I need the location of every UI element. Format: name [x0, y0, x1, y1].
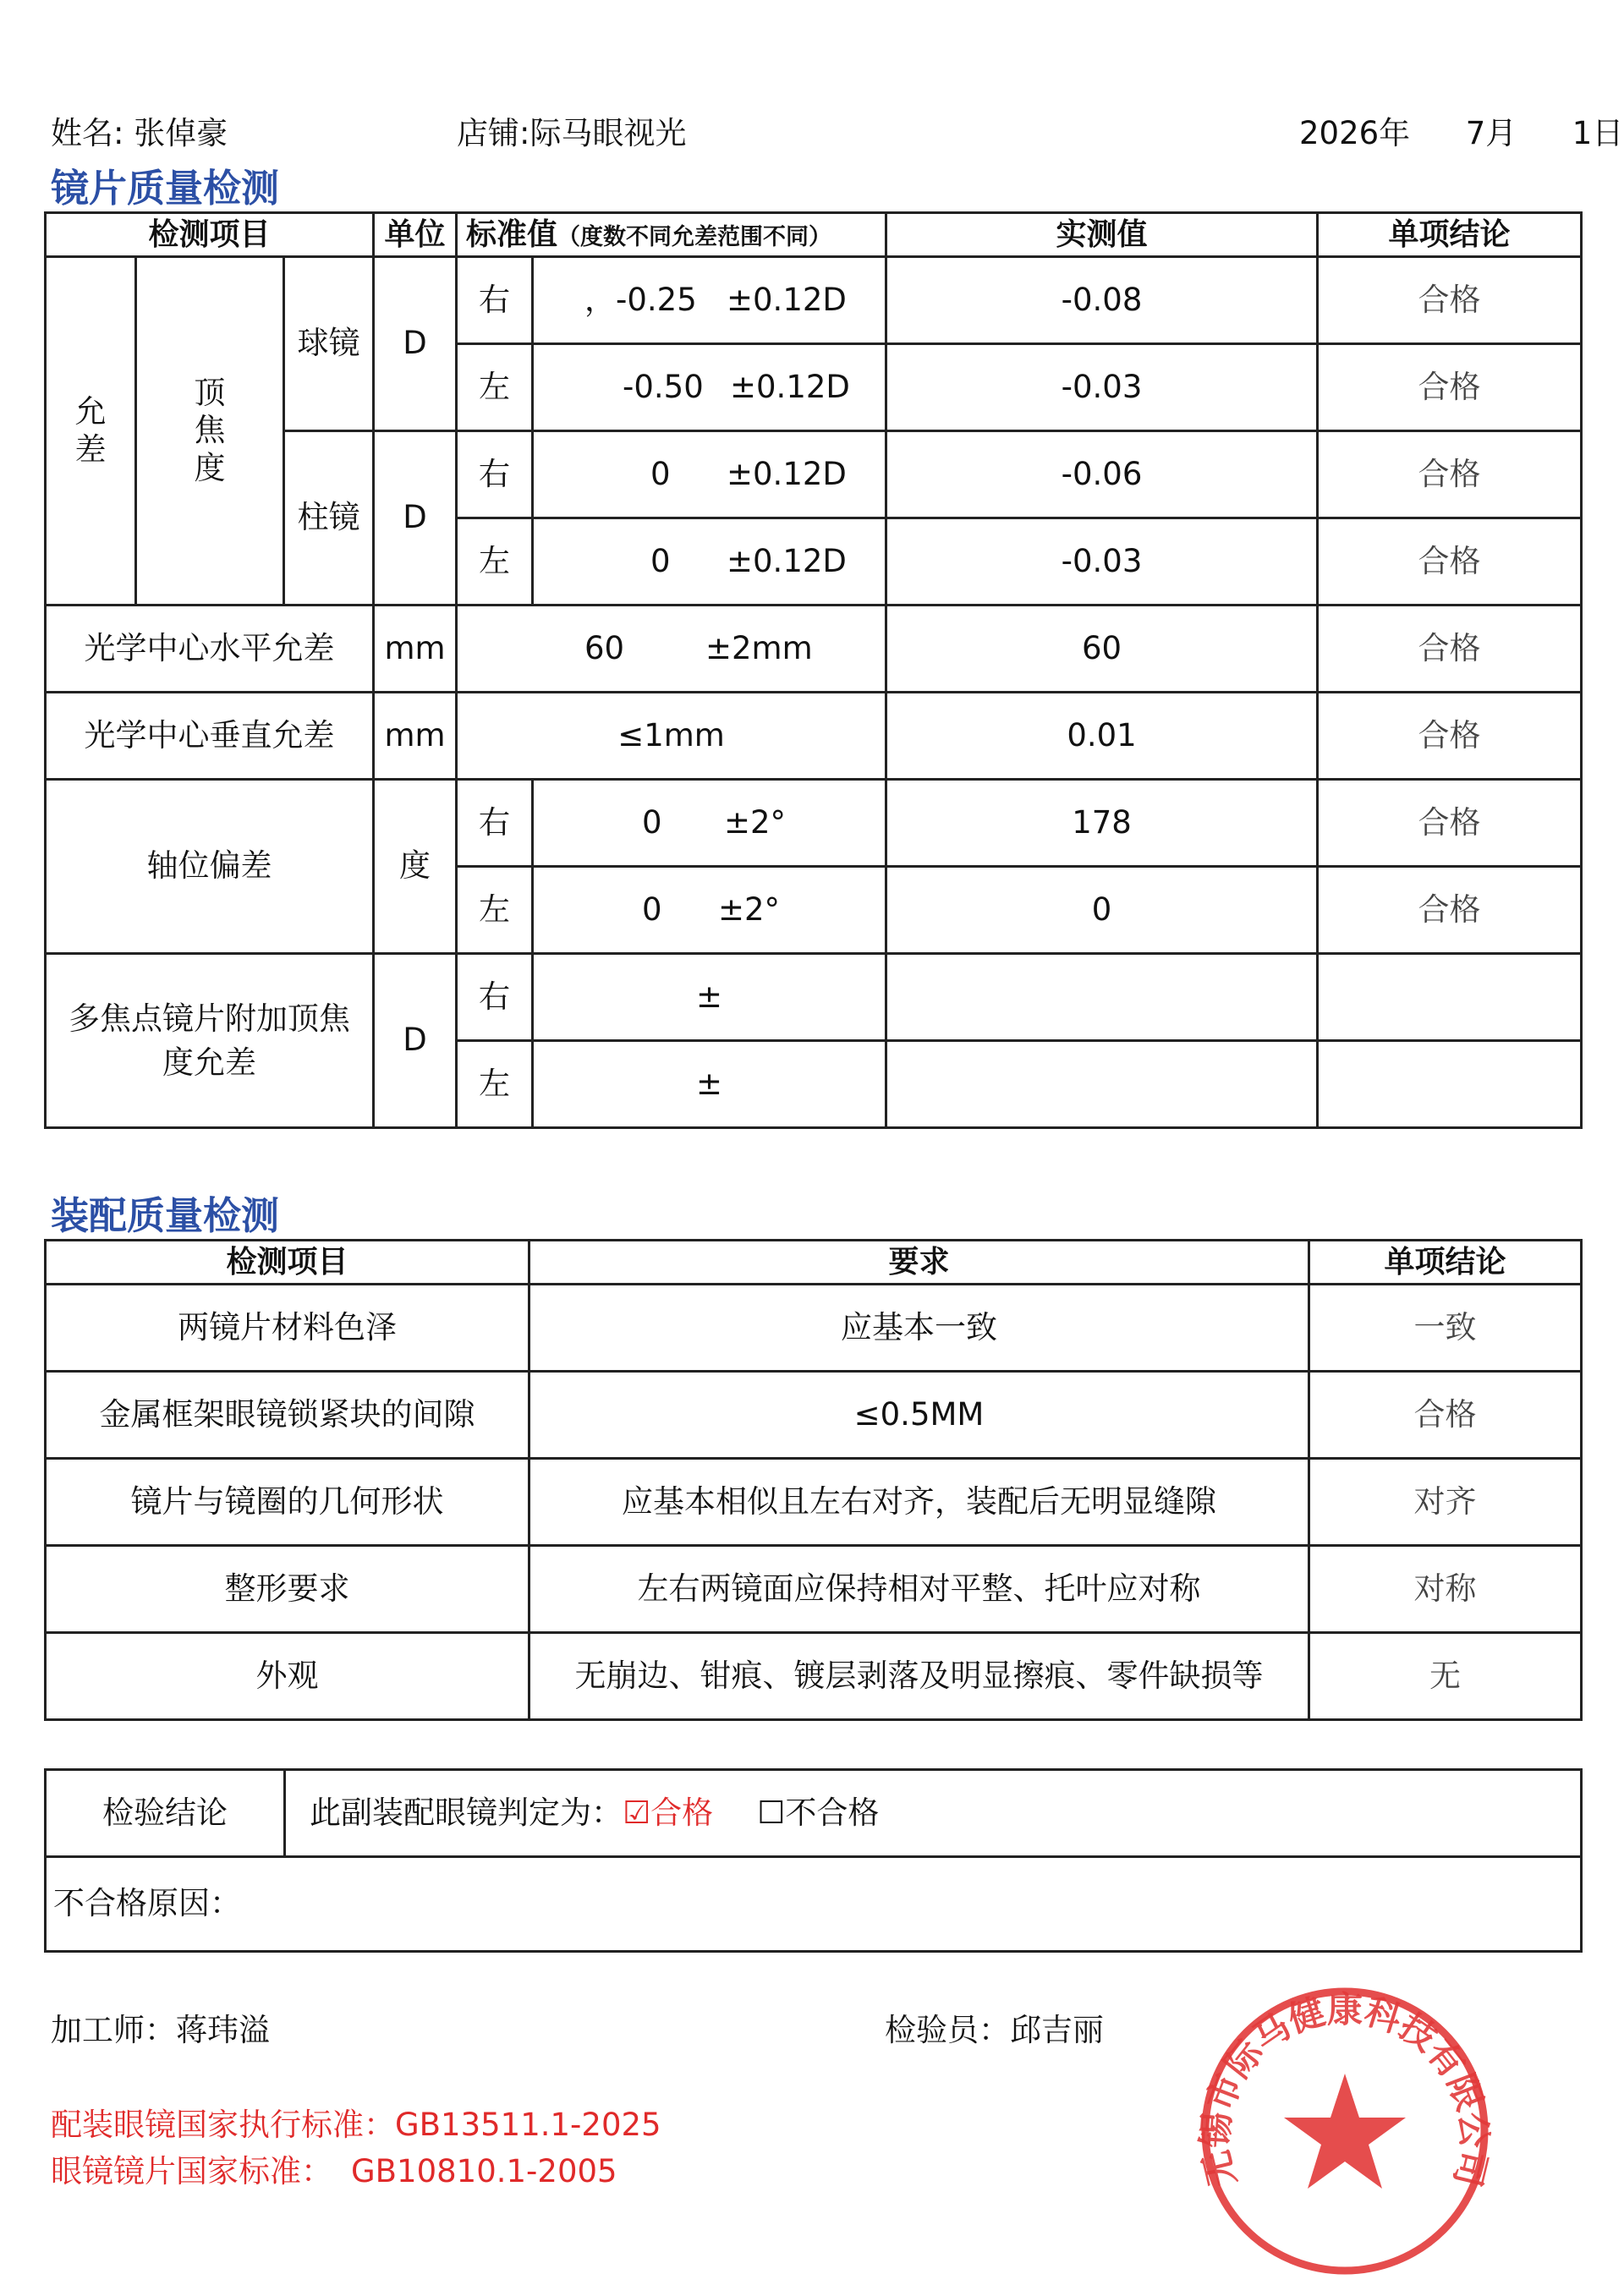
multifocal-right-row	[46, 954, 1582, 1041]
sphere-right-measured: -0.08	[886, 257, 1318, 344]
assembly-result: 对称	[1309, 1546, 1582, 1633]
assembly-item: 镜片与镜圈的几何形状	[46, 1459, 529, 1546]
vertical-row	[46, 693, 1582, 780]
vertical-standard: ≤1mm	[457, 693, 886, 780]
assembly-result: 对齐	[1309, 1459, 1582, 1546]
cylinder-left-side: 左	[457, 518, 533, 606]
assembly-header-conclusion: 单项结论	[1309, 1241, 1582, 1285]
axis-left-measured: 0	[886, 867, 1318, 954]
assembly-requirement: 左右两镜面应保持相对平整、托叶应对称	[529, 1546, 1309, 1633]
standard1-label: 配装眼镜国家执行标准：	[51, 2107, 395, 2143]
multifocal-label: 多焦点镜片附加顶焦度允差	[46, 954, 374, 1128]
svg-text:无锡市际马健康科技有限公司: 无锡市际马健康科技有限公司	[1194, 1988, 1495, 2191]
cylinder-left-measured: -0.03	[886, 518, 1318, 606]
sphere-left-value: -0.50	[623, 368, 704, 405]
tolerance-vertical-text: 允 差	[74, 393, 107, 468]
table-row	[46, 1546, 1582, 1633]
pass-label: 合格	[650, 1794, 714, 1831]
axis-left-value: 0	[642, 890, 662, 928]
fail-label: 不合格	[785, 1794, 880, 1831]
verdict-label: 检验结论	[46, 1770, 285, 1857]
name-label: 姓名:	[51, 115, 124, 151]
reason-row	[46, 1857, 1582, 1952]
processor	[51, 2004, 270, 2050]
multifocal-right-tol: ±	[533, 954, 886, 1041]
cylinder-label: 柱镜	[284, 431, 374, 606]
multifocal-right-result	[1318, 954, 1582, 1041]
sphere-left-side: 左	[457, 344, 533, 431]
multifocal-left-tol: ±	[533, 1041, 886, 1128]
assembly-item: 外观	[46, 1633, 529, 1720]
standard2-label: 眼镜镜片国家标准：	[51, 2153, 332, 2189]
multifocal-left-side: 左	[457, 1041, 533, 1128]
sphere-left-result: 合格	[1318, 344, 1582, 431]
axis-unit: 度	[374, 780, 457, 954]
lens-quality-table	[44, 211, 1583, 1129]
axis-left-side: 左	[457, 867, 533, 954]
assembly-result: 合格	[1309, 1372, 1582, 1459]
cylinder-left-value: 0	[650, 542, 671, 579]
cylinder-right-standard	[533, 431, 886, 518]
axis-right-side: 右	[457, 780, 533, 867]
name-value: 张倬豪	[134, 115, 228, 151]
date-year: 2026年	[1299, 115, 1411, 151]
cylinder-right-side: 右	[457, 431, 533, 518]
cylinder-left-tol: ±0.12D	[727, 542, 847, 579]
seal-star-icon	[1284, 2074, 1406, 2189]
vertex-power-label	[136, 257, 284, 606]
assembly-requirement: 无崩边、钳痕、镀层剥落及明显擦痕、零件缺损等	[529, 1633, 1309, 1720]
axis-left-result: 合格	[1318, 867, 1582, 954]
standard2-code: GB10810.1-2005	[351, 2153, 617, 2189]
fail-checkbox[interactable]: ☐	[757, 1794, 786, 1831]
sphere-right-result: 合格	[1318, 257, 1582, 344]
cylinder-unit: D	[374, 431, 457, 606]
verdict-table	[44, 1768, 1583, 1953]
table-row	[46, 1372, 1582, 1459]
lens-section-title: 镜片质量检测	[51, 166, 280, 211]
assembly-standard	[51, 2099, 661, 2145]
assembly-header-item: 检测项目	[46, 1241, 529, 1285]
horizontal-tol: ±2mm	[705, 629, 813, 666]
date-day: 1日	[1572, 115, 1624, 151]
sphere-right-standard	[533, 257, 886, 344]
date-month: 7月	[1465, 115, 1517, 151]
horizontal-measured: 60	[886, 606, 1318, 693]
processor-label: 加工师：	[51, 2012, 176, 2048]
shop-value: 际马眼视光	[529, 115, 687, 151]
multifocal-unit: D	[374, 954, 457, 1128]
customer-name	[51, 107, 228, 153]
assembly-requirement: ≤0.5MM	[529, 1372, 1309, 1459]
table-row	[46, 1633, 1582, 1720]
header-measured: 实测值	[886, 213, 1318, 257]
horizontal-unit: mm	[374, 606, 457, 693]
tolerance-group-label	[46, 257, 136, 606]
sphere-right-tol: ±0.12D	[727, 281, 847, 318]
vertical-result: 合格	[1318, 693, 1582, 780]
processor-name: 蒋玮溢	[176, 2012, 270, 2048]
cylinder-right-result: 合格	[1318, 431, 1582, 518]
axis-right-result: 合格	[1318, 780, 1582, 867]
assembly-quality-table	[44, 1239, 1583, 1721]
company-seal	[1193, 1979, 1497, 2283]
inspector-label: 检验员：	[885, 2012, 1010, 2048]
multifocal-left-result	[1318, 1041, 1582, 1128]
vertical-label: 光学中心垂直允差	[46, 693, 374, 780]
horizontal-value: 60	[584, 629, 625, 666]
sphere-left-tol: ±0.12D	[730, 368, 850, 405]
shop-label: 店铺:	[457, 115, 530, 151]
table-row	[46, 1459, 1582, 1546]
axis-right-value: 0	[642, 803, 662, 841]
assembly-section-title: 装配质量检测	[51, 1193, 280, 1238]
assembly-requirement: 应基本相似且左右对齐，装配后无明显缝隙	[529, 1459, 1309, 1546]
reason-label: 不合格原因：	[46, 1857, 1582, 1952]
assembly-item: 两镜片材料色泽	[46, 1285, 529, 1372]
sphere-right-row	[46, 257, 1582, 344]
axis-right-tol: ±2°	[724, 803, 787, 841]
sphere-left-measured: -0.03	[886, 344, 1318, 431]
date	[1299, 107, 1623, 153]
assembly-header-row	[46, 1241, 1582, 1285]
assembly-item: 整形要求	[46, 1546, 529, 1633]
sphere-right-side: 右	[457, 257, 533, 344]
header-standard-note: （度数不同允差范围不同）	[557, 223, 832, 250]
multifocal-left-measured	[886, 1041, 1318, 1128]
cylinder-left-result: 合格	[1318, 518, 1582, 606]
axis-left-standard	[533, 867, 886, 954]
standard1-code: GB13511.1-2025	[395, 2107, 661, 2143]
horizontal-result: 合格	[1318, 606, 1582, 693]
horizontal-label: 光学中心水平允差	[46, 606, 374, 693]
inspector	[885, 2004, 1104, 2050]
vertex-power-vertical-text: 顶 焦 度	[194, 374, 226, 486]
axis-label: 轴位偏差	[46, 780, 374, 954]
horizontal-row	[46, 606, 1582, 693]
sphere-right-value: ，-0.25	[584, 281, 697, 318]
header-unit: 单位	[374, 213, 457, 257]
assembly-requirement: 应基本一致	[529, 1285, 1309, 1372]
lens-standard	[51, 2145, 617, 2191]
header-conclusion: 单项结论	[1318, 213, 1582, 257]
inspector-name: 邱吉丽	[1010, 2012, 1104, 2048]
multifocal-right-measured	[886, 954, 1318, 1041]
header-item: 检测项目	[46, 213, 374, 257]
sphere-label: 球镜	[284, 257, 374, 431]
pass-checkbox[interactable]: ☑	[623, 1794, 651, 1831]
header-standard-label: 标准值	[466, 216, 558, 252]
horizontal-standard	[457, 606, 886, 693]
cylinder-right-tol: ±0.12D	[727, 455, 847, 492]
verdict-row	[46, 1770, 1582, 1857]
assembly-item: 金属框架眼镜锁紧块的间隙	[46, 1372, 529, 1459]
sphere-unit: D	[374, 257, 457, 431]
table-row	[46, 1285, 1582, 1372]
cylinder-left-standard	[533, 518, 886, 606]
cylinder-right-value: 0	[650, 455, 671, 492]
axis-left-tol: ±2°	[718, 890, 781, 928]
assembly-result: 无	[1309, 1633, 1582, 1720]
multifocal-right-side: 右	[457, 954, 533, 1041]
axis-right-row	[46, 780, 1582, 867]
assembly-result: 一致	[1309, 1285, 1582, 1372]
verdict-text: 此副装配眼镜判定为：	[310, 1794, 623, 1831]
axis-right-measured: 178	[886, 780, 1318, 867]
vertical-unit: mm	[374, 693, 457, 780]
cylinder-right-measured: -0.06	[886, 431, 1318, 518]
vertical-measured: 0.01	[886, 693, 1318, 780]
axis-right-standard	[533, 780, 886, 867]
assembly-header-requirement: 要求	[529, 1241, 1309, 1285]
header-standard	[457, 213, 886, 257]
sphere-left-standard	[533, 344, 886, 431]
lens-header-row	[46, 213, 1582, 257]
verdict-content	[285, 1770, 1582, 1857]
shop	[457, 107, 686, 153]
